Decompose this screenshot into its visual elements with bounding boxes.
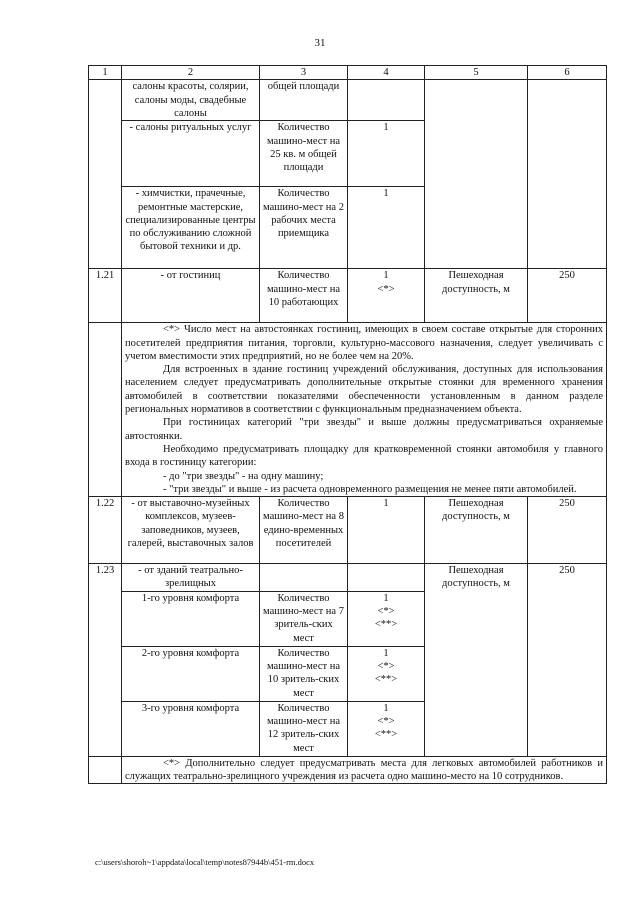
meters-cell: 250: [528, 269, 607, 323]
unit-cell: Количество машино-мест на 8 едино-временных посетителей: [260, 497, 348, 564]
table-row: [89, 564, 607, 592]
object-type-cell: - салоны ритуальных услуг: [122, 121, 260, 187]
object-type-cell: - химчистки, прачечные, ремонтные мастерские, специализированные центры по обслуживанию сложной бытовой техники и др.: [122, 187, 260, 269]
footnote-mark: <**>: [374, 619, 398, 631]
meters-cell: 250: [528, 497, 607, 564]
footnote-mark: <**>: [374, 729, 398, 741]
value-cell: [348, 80, 425, 121]
note-paragraph: <*> Дополнительно следует предусматривать места для легковых автомобилей работников и служащих театрально-зрелищного учреждения из расчета одно машино-место на 10 сотрудников.: [125, 757, 603, 783]
object-type-cell: - от зданий театрально-зрелищных: [122, 564, 260, 592]
header-col-3: 3: [260, 66, 348, 80]
header-col-6: 6: [528, 66, 607, 80]
value-number: 1: [383, 592, 389, 604]
value-cell: [348, 646, 425, 701]
object-type-cell: - от гостиниц: [122, 269, 260, 323]
value-cell: [348, 701, 425, 756]
table-row: [89, 269, 607, 323]
unit-cell: Количество машино-мест на 2 рабочих места приемщика: [260, 187, 348, 269]
note-row: [89, 323, 607, 497]
hotel-note: [122, 323, 607, 497]
page-number: 31: [314, 37, 326, 49]
footnote-mark: <*>: [377, 283, 395, 295]
value-cell: [348, 269, 425, 323]
comfort-level-cell: 2-го уровня комфорта: [122, 646, 260, 701]
note-paragraph: - "три звезды" и выше - из расчета одновременного размещения не менее пяти автомобилей.: [163, 483, 577, 495]
footnote-mark: <*>: [377, 606, 395, 618]
unit-cell: Количество машино-мест на 7 зритель-ских мест: [260, 591, 348, 646]
norms-table: [88, 65, 607, 784]
unit-cell: Количество машино-мест на 25 кв. м общей площади: [260, 121, 348, 187]
header-row: [89, 66, 607, 80]
value-cell: 1: [348, 187, 425, 269]
table-row: [89, 497, 607, 564]
row-number-cell: [89, 80, 122, 269]
footnote-mark: <*>: [377, 661, 395, 673]
header-col-2: 2: [122, 66, 260, 80]
theater-note: [122, 756, 607, 784]
note-paragraph: Для встроенных в здание гостиниц учреждений обслуживания, доступных для использования населением следует предусматривать дополнительные открытые стоянки для временного хранения автомобилей в соответствии показателями обеспеченности установленным в данном разделе региональных нормативов в соответствии с функциональным предназначением объекта.: [125, 364, 603, 416]
table-row: [89, 80, 607, 121]
note-paragraph: <*> Число мест на автостоянках гостиниц, имеющих в своем составе открытые для сторонних посетителей предприятия питания, торговли, культурно-массового назначения, следует увеличивать с учетом вместимости этих предприятий, но не более чем на 20%.: [125, 324, 603, 362]
footnote-mark: <*>: [377, 716, 395, 728]
value-number: 1: [383, 702, 389, 714]
note-paragraph: Необходимо предусматривать площадку для кратковременной стоянки автомобиля у главного входа в гостиницу категории:: [125, 443, 603, 469]
row-number-cell: [89, 756, 122, 784]
value-number: 1: [383, 270, 389, 282]
note-row: [89, 756, 607, 784]
comfort-level-cell: 3-го уровня комфорта: [122, 701, 260, 756]
object-type-cell: салоны красоты, солярии, салоны моды, свадебные салоны: [122, 80, 260, 121]
value-cell: [348, 591, 425, 646]
value-number: 1: [383, 647, 389, 659]
row-number-cell: [89, 323, 122, 497]
value-cell: 1: [348, 497, 425, 564]
value-cell: 1: [348, 121, 425, 187]
unit-cell: Количество машино-мест на 10 зритель-ских мест: [260, 646, 348, 701]
header-col-1: 1: [89, 66, 122, 80]
value-cell: [348, 564, 425, 592]
distance-cell: Пешеходная доступность, м: [425, 497, 528, 564]
distance-cell: Пешеходная доступность, м: [425, 564, 528, 757]
meters-cell: [528, 80, 607, 269]
unit-cell: Количество машино-мест на 10 работающих: [260, 269, 348, 323]
distance-cell: Пешеходная доступность, м: [425, 269, 528, 323]
distance-cell: [425, 80, 528, 269]
note-paragraph: При гостиницах категорий "три звезды" и выше должны предусматриваться охраняемые автостоянки.: [125, 417, 603, 442]
comfort-level-cell: 1-го уровня комфорта: [122, 591, 260, 646]
file-path-footer: c:\users\shoroh~1\appdata\local\temp\notes87944b\451-rm.docx: [95, 857, 315, 867]
row-number: 1.22: [89, 497, 122, 564]
header-col-4: 4: [348, 66, 425, 80]
note-paragraph: - до "три звезды" - на одну машину;: [163, 470, 324, 482]
unit-cell: общей площади: [260, 80, 348, 121]
footnote-mark: <**>: [374, 674, 398, 686]
unit-cell: [260, 564, 348, 592]
meters-cell: 250: [528, 564, 607, 757]
row-number: 1.21: [89, 269, 122, 323]
header-col-5: 5: [425, 66, 528, 80]
unit-cell: Количество машино-мест на 12 зритель-ских мест: [260, 701, 348, 756]
row-number: 1.23: [89, 564, 122, 757]
object-type-cell: - от выставочно-музейных комплексов, музеев-заповедников, музеев, галерей, выставочных залов: [122, 497, 260, 564]
